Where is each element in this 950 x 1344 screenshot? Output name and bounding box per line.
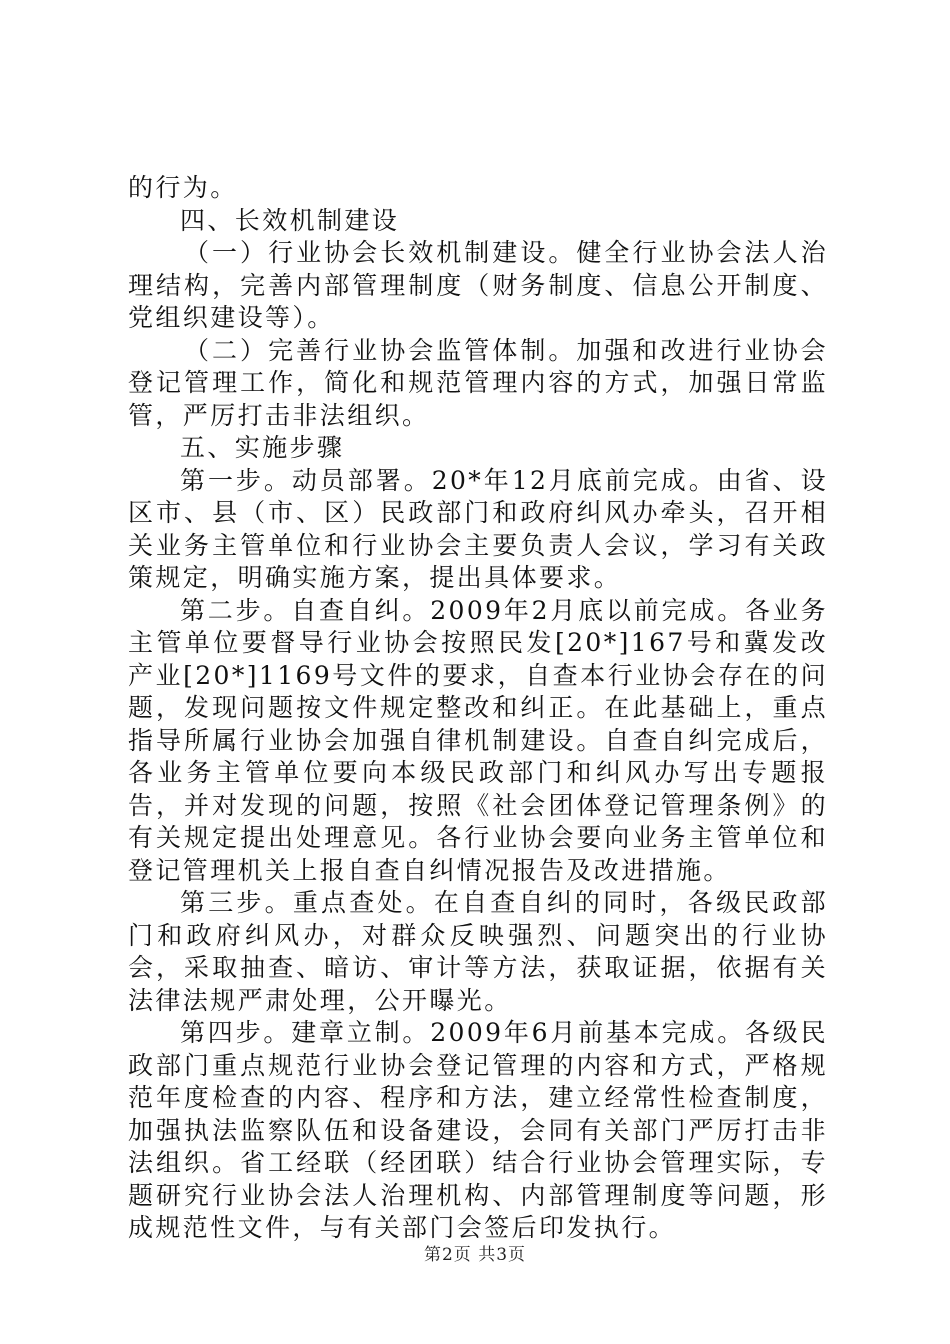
paragraph-subsection-1: （一）行业协会长效机制建设。健全行业协会法人治理结构，完善内部管理制度（财务制度、信息公开制度、党组织建设等）。 xyxy=(128,238,828,332)
paragraph-step-2: 第二步。自查自纠。2009年2月底以前完成。各业务主管单位要督导行业协会按照民发[20*]167号和冀发改产业[20*]1169号文件的要求，自查本行业协会存在的问题，发现问题按文件规定整改和纠正。在此基础上，重点指导所属行业协会加强自律机制建设。自查自纠完成后，各业务主管单位要向本级民政部门和纠风办写出专题报告，并对发现的问题，按照《社会团体登记管理条例》的有关规定提出处理意见。各行业协会要向业务主管单位和登记管理机关上报自查自纠情况报告及改进措施。 xyxy=(128,595,828,885)
paragraph-continuation: 的行为。 xyxy=(128,173,238,202)
paragraph-step-3: 第三步。重点查处。在自查自纠的同时，各级民政部门和政府纠风办，对群众反映强烈、问题突出的行业协会，采取抽查、暗访、审计等方法，获取证据，依据有关法律法规严肃处理，公开曝光。 xyxy=(128,888,828,1015)
paragraph-subsection-2: （二）完善行业协会监管体制。加强和改进行业协会登记管理工作，简化和规范管理内容的方式，加强日常监管，严厉打击非法组织。 xyxy=(128,335,828,430)
paragraph-step-4: 第四步。建章立制。2009年6月前基本完成。各级民政部门重点规范行业协会登记管理的内容和方式，严格规范年度检查的内容、程序和方法，建立经常性检查制度，加强执法监察队伍和设备建设，会同有关部门严厉打击非法组织。省工经联（经团联）结合行业协会管理实际，专题研究行业协会法人治理机构、内部管理制度等问题，形成规范性文件，与有关部门会签后印发执行。 xyxy=(128,1018,828,1242)
section-heading-4: 四、长效机制建设 xyxy=(180,205,400,235)
section-heading-5: 五、实施步骤 xyxy=(180,433,345,462)
page-footer: 第2页 共3页 xyxy=(423,1245,527,1265)
document-body xyxy=(128,172,828,1245)
paragraph-step-1: 第一步。动员部署。20*年12月底前完成。由省、设区市、县（市、区）民政部门和政府纠风办牵头，召开相关业务主管单位和行业协会主要负责人会议，学习有关政策规定，明确实施方案，提出具体要求。 xyxy=(128,465,828,592)
